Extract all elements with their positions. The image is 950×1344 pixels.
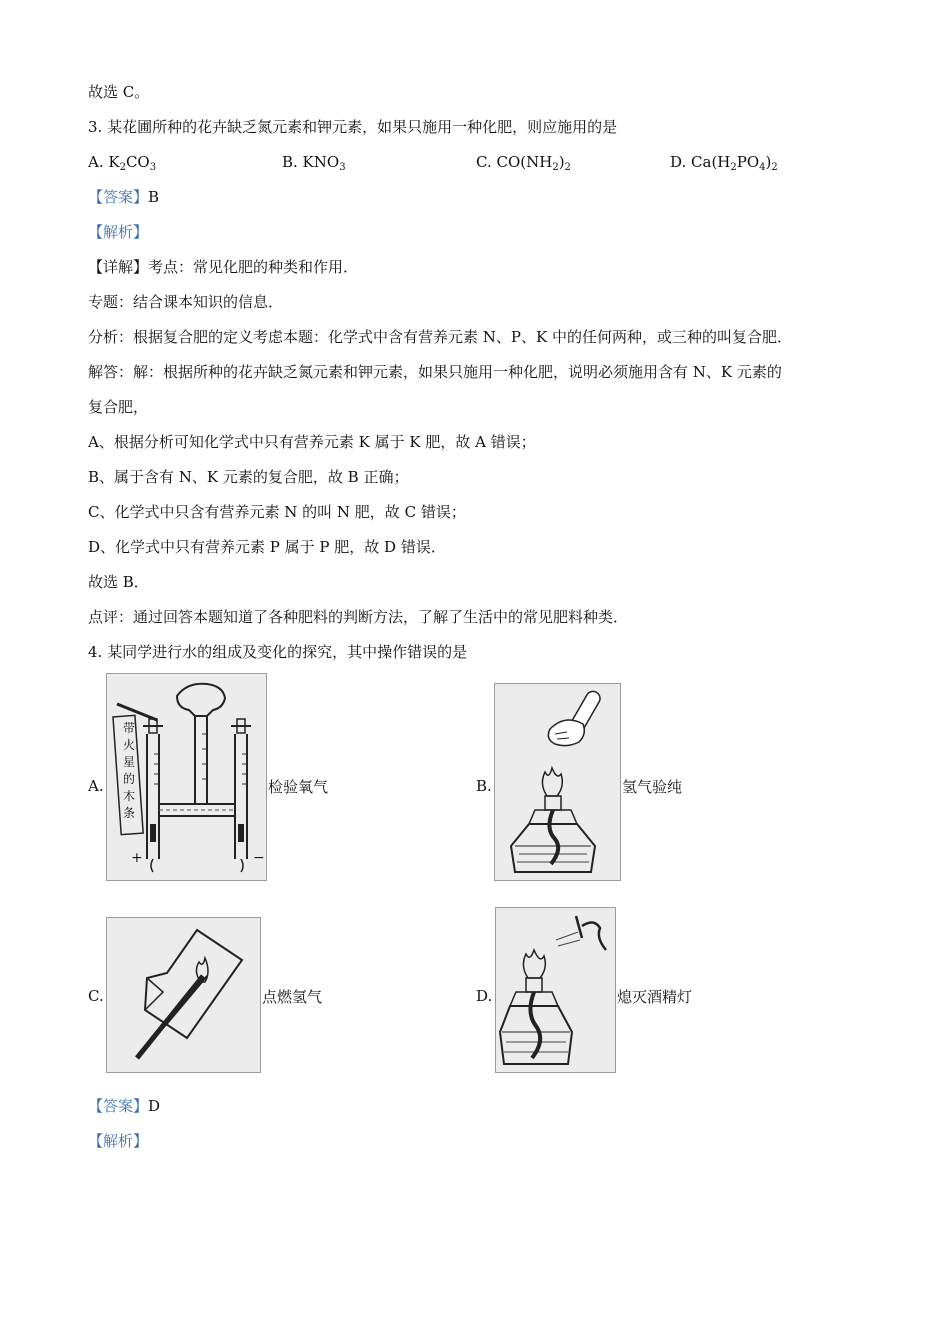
answer-tag: 【答案】	[88, 188, 149, 206]
q4-option-d-caption: 熄灭酒精灯	[617, 988, 693, 1006]
analysis-line: 分析：根据复合肥的定义考虑本题：化学式中含有营养元素 N、P、K 中的任何两种，或三种的叫复合肥．	[88, 328, 792, 346]
answer-3: 【答案】B	[88, 188, 160, 206]
analysis-tag: 【解析】	[88, 223, 149, 241]
q4-option-a-caption: 检验氧气	[268, 778, 329, 796]
solution-b: B、属于含有 N、K 元素的复合肥，故 B 正确；	[88, 468, 409, 486]
solution-c: C、化学式中只含有营养元素 N 的叫 N 肥，故 C 错误；	[88, 503, 466, 521]
q4-option-b-caption: 氢气验纯	[622, 778, 683, 796]
solution-a: A、根据分析可知化学式中只有营养元素 K 属于 K 肥，故 A 错误；	[88, 433, 536, 451]
q4-option-d-label: D.	[476, 987, 493, 1005]
q4-option-c-caption: 点燃氢气	[262, 988, 323, 1006]
answer-tag-4: 【答案】	[88, 1097, 149, 1115]
solution-d: D、化学式中只有营养元素 P 属于 P 肥，故 D 错误．	[88, 538, 446, 556]
minus-sign: −	[253, 850, 265, 866]
q3-option-c: C. $CO(NH_2)_2$	[476, 153, 571, 173]
analysis-tag-4: 【解析】	[88, 1132, 149, 1150]
figure-extinguish-lamp	[495, 907, 616, 1073]
solution-line-1: 解答：解：根据所种的花卉缺乏氮元素和钾元素，如果只施用一种化肥，说明必须施用含有 N、K 元素的	[88, 363, 782, 381]
answer-4: 【答案】D	[88, 1097, 161, 1115]
q4-option-c-label: C.	[88, 987, 104, 1005]
figure-hydrogen-purity	[494, 683, 621, 881]
question-3: 3. 某花圃所种的花卉缺乏氮元素和钾元素，如果只施用一种化肥，则应施用的是	[88, 118, 618, 136]
solution-line-2: 复合肥，	[88, 398, 149, 416]
stick-label: 带 火 星 的 木 条	[122, 721, 135, 820]
q3-option-a: A. $K_2CO_3$	[88, 153, 157, 173]
figure-ignite-hydrogen	[106, 917, 261, 1073]
q4-option-b-label: B.	[476, 777, 492, 795]
line-guxuan-c: 故选 C。	[88, 83, 150, 101]
plus-sign: +	[131, 850, 143, 866]
q3-option-d: D. $Ca(H_2PO_4)_2$	[670, 153, 778, 173]
comment-line: 点评：通过回答本题知道了各种肥料的判断方法，了解了生活中的常见肥料种类．	[88, 608, 629, 626]
question-4: 4. 某同学进行水的组成及变化的探究，其中操作错误的是	[88, 643, 468, 661]
q4-option-a-label: A.	[88, 777, 104, 795]
conclusion-line: 故选 B．	[88, 573, 149, 591]
q3-option-b: B. $KNO_3$	[282, 153, 346, 173]
detail-line: 【详解】考点：常见化肥的种类和作用．	[88, 258, 359, 276]
topic-line: 专题：结合课本知识的信息．	[88, 293, 284, 311]
figure-electrolysis	[106, 673, 267, 881]
